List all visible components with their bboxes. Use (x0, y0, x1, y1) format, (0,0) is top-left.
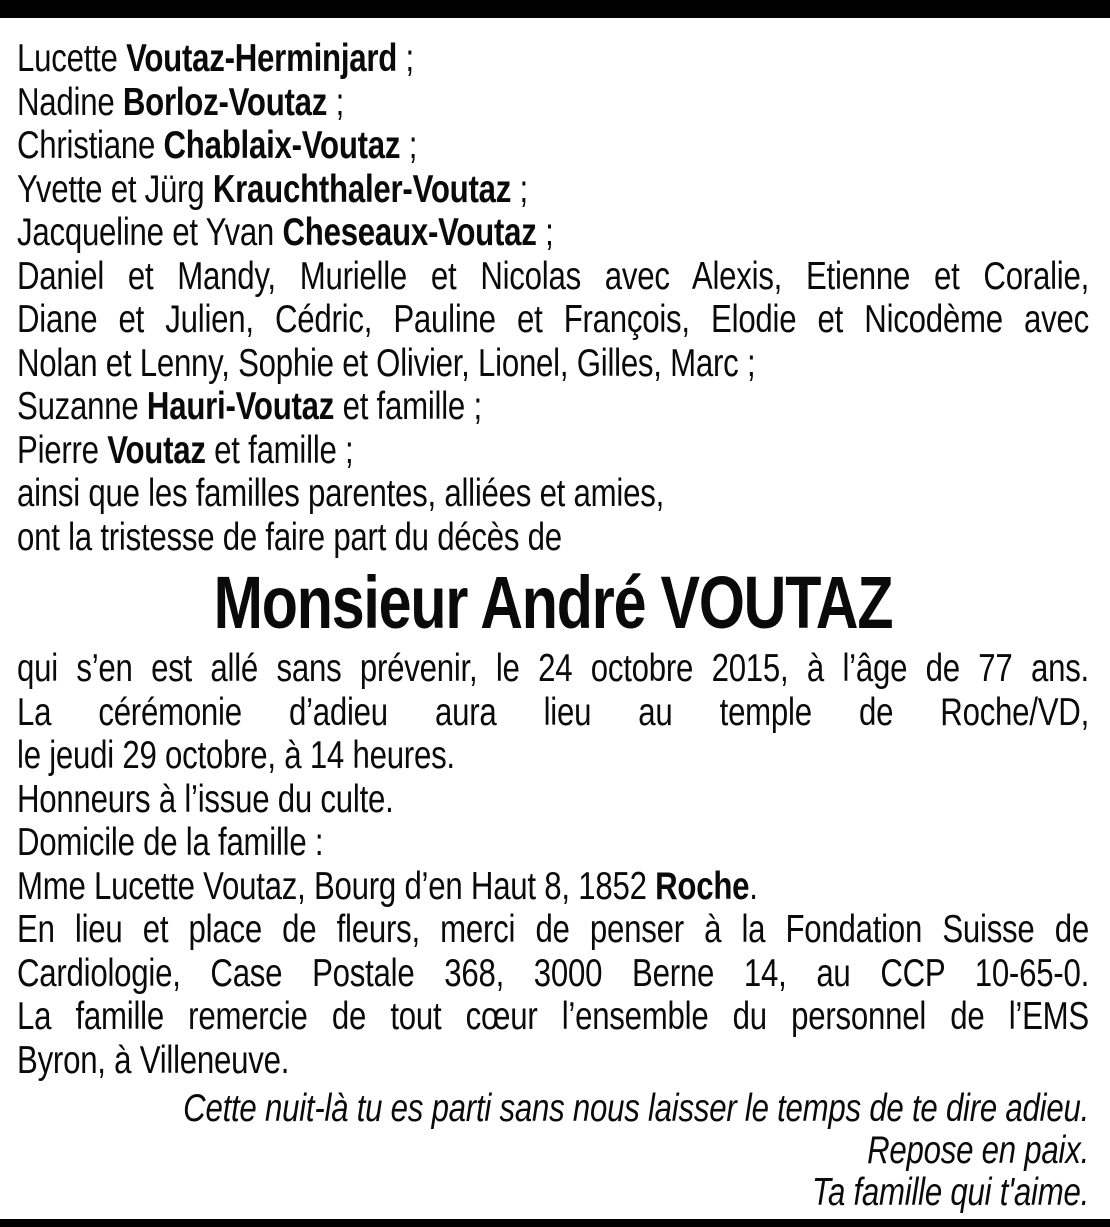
text-segment: et famille ; (334, 385, 482, 428)
text-line (17, 691, 1089, 735)
text-line (17, 952, 1089, 996)
text-segment: Lucette (17, 37, 127, 80)
text-segment: et famille ; (205, 428, 354, 472)
bold-name-segment: Voutaz-Herminjard (126, 37, 398, 80)
text-line (17, 298, 1089, 342)
text-segment: ainsi que les familles parentes, alliées et amies, (17, 472, 664, 515)
text-segment: Pierre (17, 428, 108, 472)
text-segment: En lieu et place de fleurs, merci de penser à la Fondation Suisse de (17, 908, 1089, 951)
text-line (17, 472, 1089, 516)
text-segment: Cardiologie, Case Postale 368, 3000 Berne 14, au CCP 10-65-0. (17, 951, 1089, 995)
text-line (17, 124, 1089, 168)
text-segment: ; (536, 211, 554, 254)
text-segment: ; (327, 80, 345, 124)
text-segment: Cette nuit-là tu es parti sans nous laisser le temps de te dire adieu. (183, 1087, 1090, 1130)
text-line (17, 255, 1089, 299)
text-segment: Repose en paix. (867, 1129, 1089, 1172)
text-line (17, 81, 1089, 125)
bold-name-segment: Roche (655, 864, 750, 908)
text-segment: Diane et Julien, Cédric, Pauline et François, Elodie et Nicodème avec (17, 298, 1089, 341)
notice-body-section (17, 647, 1089, 1082)
bold-name-segment: Cheseaux-Voutaz (282, 211, 537, 254)
text-segment: Jacqueline et Yvan (17, 211, 283, 254)
text-line (17, 1130, 1089, 1172)
text-line (17, 211, 1089, 255)
text-line (17, 429, 1089, 473)
text-line (17, 865, 1089, 909)
text-line (17, 778, 1089, 822)
text-line (17, 1088, 1089, 1130)
text-line (17, 908, 1089, 952)
text-segment: Ta famille qui t'aime. (812, 1171, 1089, 1214)
text-segment: . (749, 864, 758, 908)
text-line (17, 342, 1089, 386)
bold-name-segment: Chablaix-Voutaz (163, 124, 401, 167)
notice-content (17, 37, 1089, 1214)
text-segment: Domicile de la famille : (17, 821, 324, 864)
text-segment: Suzanne (17, 385, 147, 428)
text-segment: La cérémonie d’adieu aura lieu au temple de Roche/VD, (17, 690, 1089, 734)
text-segment: Daniel et Mandy, Murielle et Nicolas avec Alexis, Etienne et Coralie, (17, 254, 1089, 298)
text-segment: ; (397, 37, 414, 80)
text-segment: le jeudi 29 octobre, à 14 heures. (17, 734, 455, 777)
text-line (17, 995, 1089, 1039)
text-line (17, 1172, 1089, 1214)
text-line (17, 647, 1089, 691)
text-line (17, 168, 1089, 212)
text-line (17, 516, 1089, 560)
text-segment: Nadine (17, 80, 123, 124)
epitaph-section (17, 1088, 1089, 1214)
bold-name-segment: Krauchthaler-Voutaz (212, 167, 512, 211)
family-names-section (17, 37, 1089, 559)
bottom-border-rule (0, 1219, 1110, 1227)
bold-name-segment: Voutaz (107, 428, 206, 472)
text-line (17, 37, 1089, 81)
text-segment: Byron, à Villeneuve. (17, 1038, 290, 1082)
text-line (17, 1039, 1089, 1083)
text-line (17, 734, 1089, 778)
text-segment: qui s’en est allé sans prévenir, le 24 octobre 2015, à l’âge de 77 ans. (17, 647, 1089, 690)
text-segment: Nolan et Lenny, Sophie et Olivier, Lionel, Gilles, Marc ; (17, 341, 756, 385)
text-segment: Honneurs à l’issue du culte. (17, 777, 394, 821)
top-border-rule (0, 0, 1110, 18)
text-line (17, 385, 1089, 429)
text-segment: ; (400, 124, 418, 167)
bold-name-segment: Borloz-Voutaz (122, 80, 328, 124)
text-segment: ; (511, 167, 528, 211)
deceased-name-title: Monsieur André VOUTAZ (213, 561, 893, 644)
text-segment: Mme Lucette Voutaz, Bourg d’en Haut 8, 1852 (17, 864, 656, 908)
text-segment: Yvette et Jürg (17, 167, 213, 211)
text-segment: ont la tristesse de faire part du décès de (17, 515, 562, 559)
bold-name-segment: Hauri-Voutaz (146, 385, 335, 428)
text-segment: La famille remercie de tout cœur l’ensemble du personnel de l’EMS (17, 995, 1089, 1038)
text-segment: Christiane (17, 124, 164, 167)
text-line (17, 821, 1089, 865)
